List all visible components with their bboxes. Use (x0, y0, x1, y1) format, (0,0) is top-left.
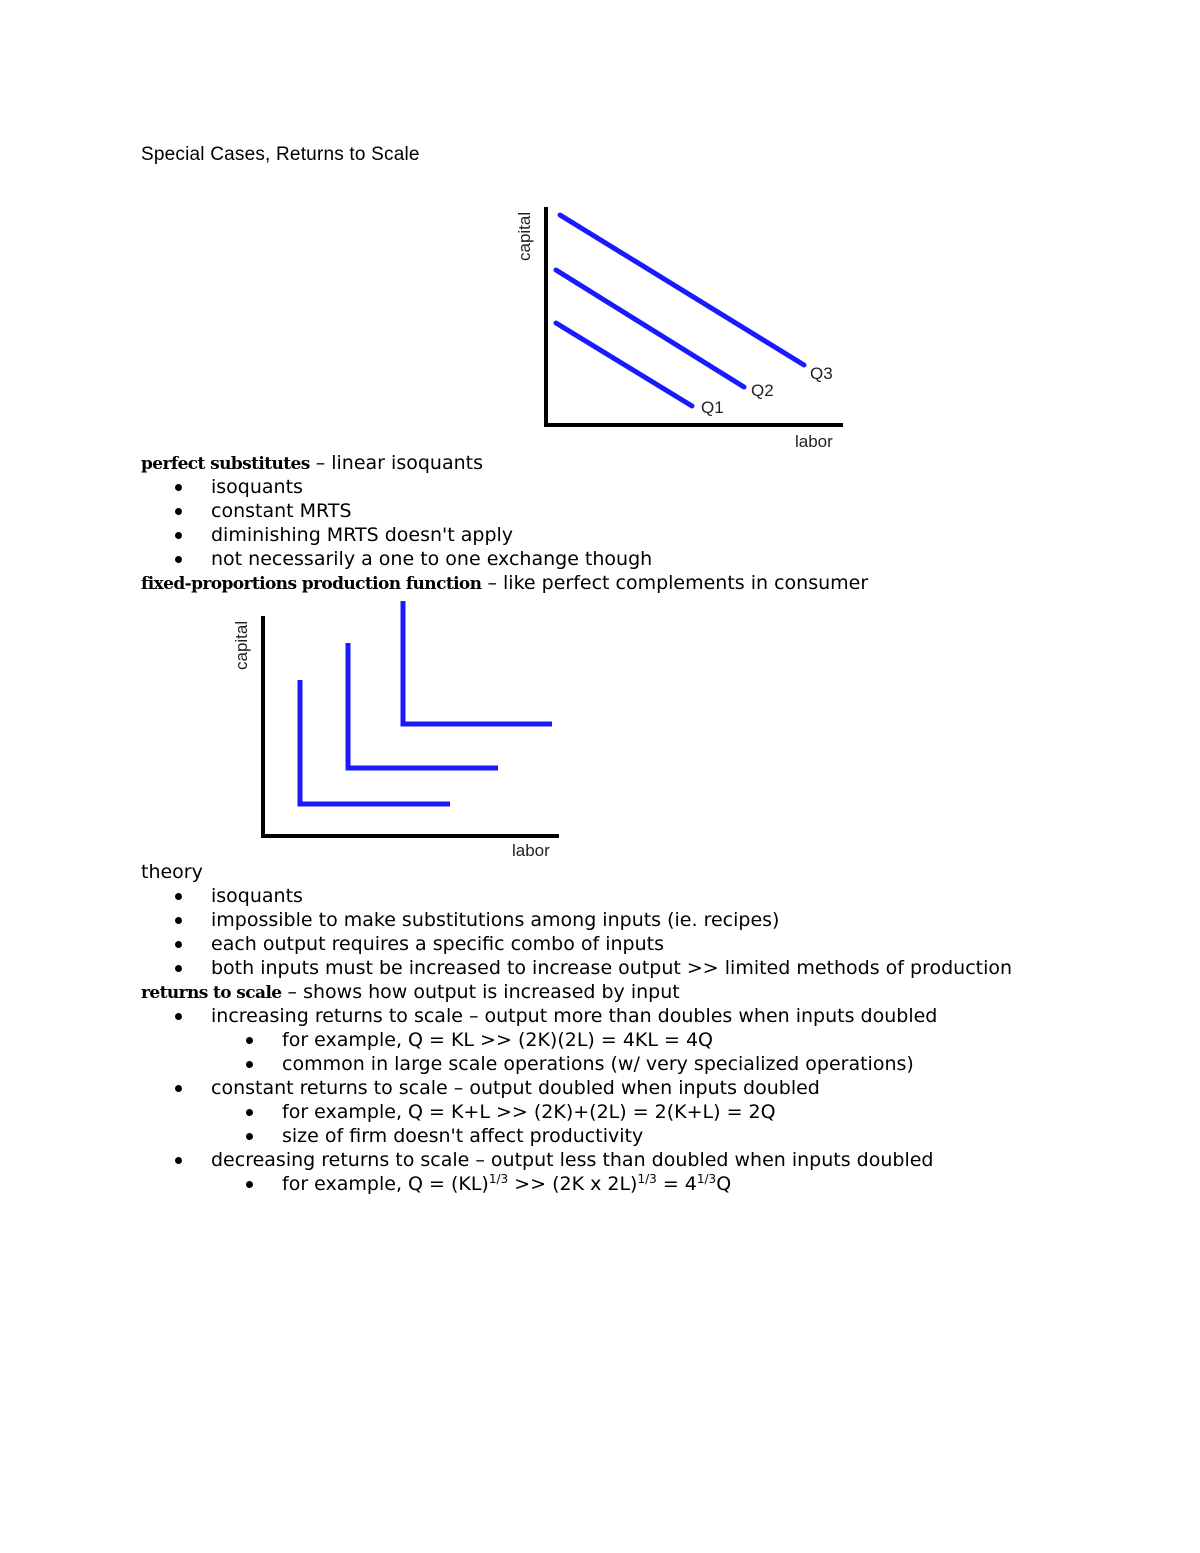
list-item: each output requires a specific combo of inputs (211, 932, 1012, 956)
page-title: Special Cases, Returns to Scale (141, 144, 420, 165)
list-item: impossible to make substitutions among inputs (ie. recipes) (211, 908, 1012, 932)
isoquant-q2 (556, 270, 744, 387)
x-axis-label: labor (795, 432, 833, 451)
term-perfect-substitutes: perfect substitutes (141, 454, 310, 474)
example-text: Q (716, 1173, 732, 1195)
exponent: 1/3 (488, 1172, 509, 1186)
x-axis-label: labor (512, 841, 550, 860)
list-item: increasing returns to scale – output more than doubles when inputs doubled (211, 1005, 938, 1027)
decreasing-returns-item (211, 1148, 934, 1172)
example-text: >> (2K x 2L) (508, 1173, 638, 1195)
term-fixed-proportions: fixed-proportions production function (141, 574, 482, 594)
perfect-substitutes-list (211, 475, 652, 571)
list-item: isoquants (211, 884, 1012, 908)
desc-fixed-proportions: – like perfect complements in consumer (481, 572, 869, 594)
y-axis-label: capital (232, 620, 251, 670)
exponent: 1/3 (696, 1172, 717, 1186)
list-item: diminishing MRTS doesn't apply (211, 523, 652, 547)
y-axis-label: capital (515, 211, 534, 261)
isoquant-q3 (560, 215, 804, 365)
perfect-substitutes-heading (141, 451, 483, 476)
list-item (282, 1172, 731, 1196)
increasing-returns-item (211, 1004, 937, 1028)
fixed-proportions-list (211, 884, 1012, 980)
list-item: size of firm doesn't affect productivity (282, 1124, 776, 1148)
desc-returns-to-scale: – shows how output is increased by input (281, 981, 680, 1003)
increasing-returns-sublist (282, 1028, 914, 1076)
fixed-proportions-desc-cont: theory (141, 861, 203, 883)
perfect-substitutes-chart (510, 195, 850, 455)
example-text: for example, Q = (KL) (282, 1173, 489, 1195)
isoquant-l-mid (348, 643, 498, 768)
constant-returns-sublist (282, 1100, 776, 1148)
isoquant-q1 (556, 323, 692, 406)
list-item: both inputs must be increased to increase output >> limited methods of production (211, 957, 1013, 979)
example-text: = 4 (656, 1173, 697, 1195)
isoquant-l-high (403, 601, 552, 724)
term-returns-to-scale: returns to scale (141, 983, 282, 1003)
fixed-proportions-heading (141, 571, 868, 596)
fixed-proportions-chart (225, 598, 565, 860)
decreasing-returns-sublist (282, 1172, 731, 1196)
list-item: common in large scale operations (w/ very specialized operations) (282, 1053, 914, 1075)
list-item: for example, Q = K+L >> (2K)+(2L) = 2(K+L) = 2Q (282, 1101, 776, 1123)
isoquant-l-low (300, 680, 450, 804)
list-item: constant MRTS (211, 499, 652, 523)
list-item: for example, Q = KL >> (2K)(2L) = 4KL = 4Q (282, 1028, 914, 1052)
list-item: constant returns to scale – output doubled when inputs doubled (211, 1077, 820, 1099)
label-q3: Q3 (810, 364, 833, 383)
returns-to-scale-heading (141, 980, 680, 1005)
desc-perfect-substitutes: – linear isoquants (309, 452, 483, 474)
list-item: decreasing returns to scale – output less than doubled when inputs doubled (211, 1149, 934, 1171)
exponent: 1/3 (637, 1172, 657, 1186)
label-q1: Q1 (701, 398, 724, 417)
constant-returns-item (211, 1076, 820, 1100)
label-q2: Q2 (751, 381, 774, 400)
list-item: not necessarily a one to one exchange though (211, 548, 653, 570)
list-item: isoquants (211, 475, 652, 499)
